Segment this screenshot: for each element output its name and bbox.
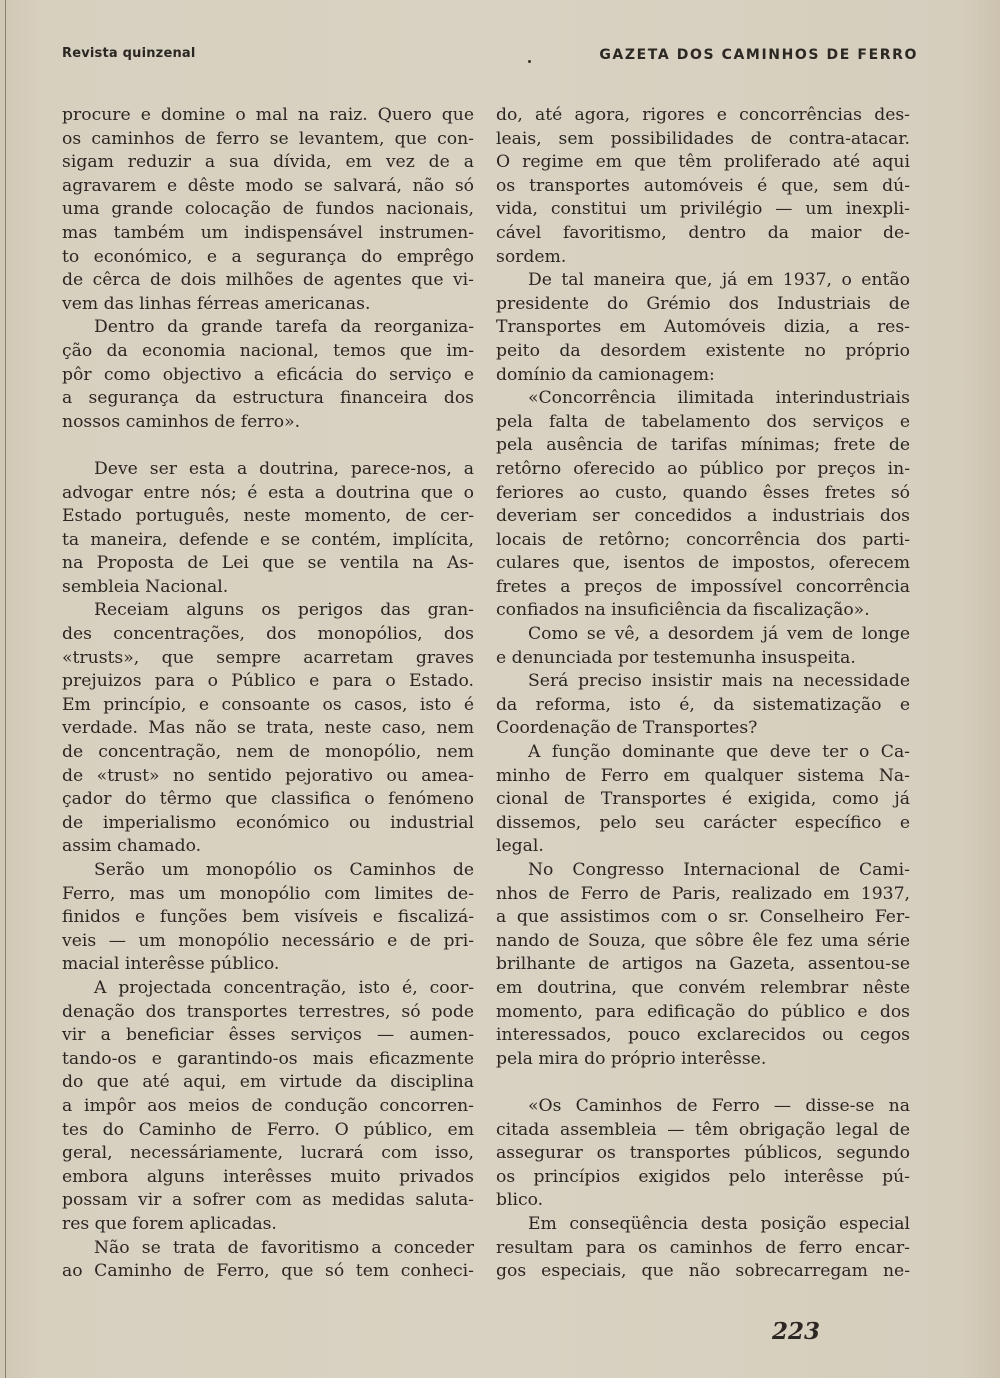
text-line: e denunciada por testemunha insuspeita. [496,647,856,668]
text-line: pela mira do próprio interêsse. [496,1048,767,1069]
text-line: de cêrca de dois milhões de agentes que vi- [62,270,474,291]
text-line: presidente do Grémio dos Industriais de [496,293,910,314]
text-line: procure e domine o mal na raiz. Quero que [62,105,474,125]
text-line: fretes a preços de impossível concorrência [496,576,910,597]
text-line: retôrno oferecido ao público por preços in- [496,458,910,479]
text-line: Não se trata de favoritismo a conceder [94,1237,474,1258]
text-line: locais de retôrno; concorrência dos parti- [496,529,910,550]
text-line: embora alguns interêsses muito privados [62,1166,474,1187]
text-line: peito da desordem existente no próprio [496,340,910,361]
text-line: res que forem aplicadas. [62,1213,277,1234]
text-line: Deve ser esta a doutrina, parece-nos, a [94,458,474,479]
text-line: «Concorrência ilimitada interindustriais [528,388,910,409]
text-line: Será preciso insistir mais na necessidade [528,671,910,692]
text-line: macial interêsse público. [62,954,280,975]
text-line: uma grande colocação de fundos nacionais, [62,199,474,220]
text-line: a que assistimos com o sr. Conselheiro Fer- [496,907,910,928]
text-line: leais, sem possibilidades de contra-atacar. [496,128,910,149]
text-line: Estado português, neste momento, de cer- [62,506,474,527]
text-line: pela ausência de tarifas mínimas; frete de [496,435,910,456]
paragraph-gap [496,1071,910,1095]
text-line: A função dominante que deve ter o Ca- [528,742,910,763]
header-dot [528,60,531,63]
text-line: sigam reduzir a sua dívida, em vez de a [62,152,474,173]
text-line: feriores ao custo, quando êsses fretes só [496,482,910,503]
text-line: da reforma, isto é, da sistematização e [496,694,910,715]
text-line: minho de Ferro em qualquer sistema Na- [496,765,910,786]
text-line: resultam para os caminhos de ferro encar- [496,1237,910,1258]
text-line: «Os Caminhos de Ferro — disse-se na [528,1095,910,1116]
text-line: legal. [496,836,544,857]
text-line: ao Caminho de Ferro, que só tem conheci- [62,1261,474,1282]
text-line: brilhante de artigos na Gazeta, assentou-se [496,954,910,975]
text-line: interessados, pouco exclarecidos ou cegos [496,1025,910,1046]
text-line: Dentro da grande tarefa da reorganiza- [94,317,474,338]
text-line: verdade. Mas não se trata, neste caso, nem [62,718,474,739]
text-line: prejuizos para o Público e para o Estado. [62,671,474,692]
text-line: assim chamado. [62,836,202,857]
text-line: ta maneira, defende e se contém, implícita, [62,529,474,550]
text-line: deveriam ser concedidos a industriais dos [496,506,910,527]
paragraph-gap [62,434,474,458]
text-line: os princípios exigidos pelo interêsse pú- [496,1166,910,1187]
text-line: «trusts», que sempre acarretam graves [62,647,474,668]
text-line: assegurar os transportes públicos, segundo [496,1143,910,1164]
text-line: cável favoritismo, dentro da maior de- [496,222,910,243]
text-column-right [496,104,910,1284]
text-line: pela falta de tabelamento dos serviços e [496,411,910,432]
page-number: 223 [772,1318,821,1345]
text-line: vir a beneficiar êsses serviços — aumen- [62,1025,474,1046]
text-line: sembleia Nacional. [62,576,229,597]
text-line: sordem. [496,246,567,267]
text-line: citada assembleia — têm obrigação legal de [496,1119,910,1140]
text-line: pôr como objectivo a eficácia do serviço e [62,364,474,385]
text-line: cional de Transportes é exigida, como já [496,789,910,810]
text-line: A projectada concentração, isto é, coor- [94,977,474,998]
text-line: De tal maneira que, já em 1937, o então [528,270,910,291]
text-line: O regime em que têm proliferado até aqui [496,152,910,173]
text-line: nossos caminhos de ferro». [62,411,301,432]
text-line: na Proposta de Lei que se ventila na As- [62,553,474,574]
text-line: Coordenação de Transportes? [496,718,758,739]
text-line: confiados na insuficiência da fiscalização». [496,600,870,621]
text-line: em doutrina, que convém relembrar nêste [496,977,910,998]
text-line: geral, necessáriamente, lucrará com isso, [62,1143,474,1164]
text-line: Receiam alguns os perigos das gran- [94,600,474,621]
text-line: No Congresso Internacional de Cami- [528,860,910,880]
text-line: domínio da camionagem: [496,364,715,385]
text-line: agravarem e dêste modo se salvará, não só [62,175,474,196]
text-line: tando-os e garantindo-os mais eficazmente [62,1048,474,1069]
text-line: vem das linhas férreas americanas. [62,293,371,314]
text-line: culares que, isentos de impostos, oferecem [496,553,910,574]
text-line: des concentrações, dos monopólios, dos [62,624,474,645]
text-line: os caminhos de ferro se levantem, que con- [62,128,474,149]
text-line: veis — um monopólio necessário e de pri- [62,930,474,951]
text-line: os transportes automóveis é que, sem dú- [496,175,910,196]
text-line: Transportes em Automóveis dizia, a res- [496,317,910,338]
text-line: Em conseqüência desta posição especial [528,1213,910,1234]
text-line: dissemos, pelo seu carácter específico e [496,812,910,833]
text-line: possam vir a sofrer com as medidas saluta- [62,1190,474,1211]
text-line: momento, para edificação do público e dos [496,1001,910,1022]
text-line: a segurança da estructura financeira dos [62,388,474,409]
text-line: do que até aqui, em virtude da disciplina [62,1072,474,1093]
text-line: to económico, e a segurança do emprêgo [62,246,474,267]
text-line: tes do Caminho de Ferro. O público, em [62,1119,474,1140]
text-line: blico. [496,1190,544,1211]
text-line: a impôr aos meios de condução concorren- [62,1095,474,1116]
text-line: de «trust» no sentido pejorativo ou amea- [62,765,474,786]
text-line: finidos e funções bem visíveis e fiscalizá- [62,907,474,928]
text-line: denação dos transportes terrestres, só pode [62,1001,474,1022]
text-line: gos especiais, que não sobrecarregam ne- [496,1261,910,1282]
text-line: nando de Souza, que sôbre êle fez uma série [496,930,910,951]
text-line: Como se vê, a desordem já vem de longe [528,624,910,645]
running-header-left: Revista quinzenal [62,46,196,61]
text-line: vida, constitui um privilégio — um inexpli- [496,199,910,220]
text-column-left [62,104,474,1284]
binding-edge [5,0,6,1378]
text-line: çador do têrmo que classifica o fenómeno [62,789,474,810]
text-line: mas também um indispensável instrumen- [62,222,474,243]
text-line: Serão um monopólio os Caminhos de [94,860,474,880]
text-line: nhos de Ferro de Paris, realizado em 1937, [496,883,910,904]
text-line: Ferro, mas um monopólio com limites de- [62,883,474,904]
text-line: ção da economia nacional, temos que im- [62,340,474,361]
running-header-right: GAZETA DOS CAMINHOS DE FERRO [599,47,918,63]
text-line: advogar entre nós; é esta a doutrina que o [62,482,474,503]
text-line: de imperialismo económico ou industrial [62,812,474,833]
text-line: de concentração, nem de monopólio, nem [62,742,474,763]
text-line: Em princípio, e consoante os casos, isto é [62,694,474,715]
text-line: do, até agora, rigores e concorrências des- [496,105,910,125]
